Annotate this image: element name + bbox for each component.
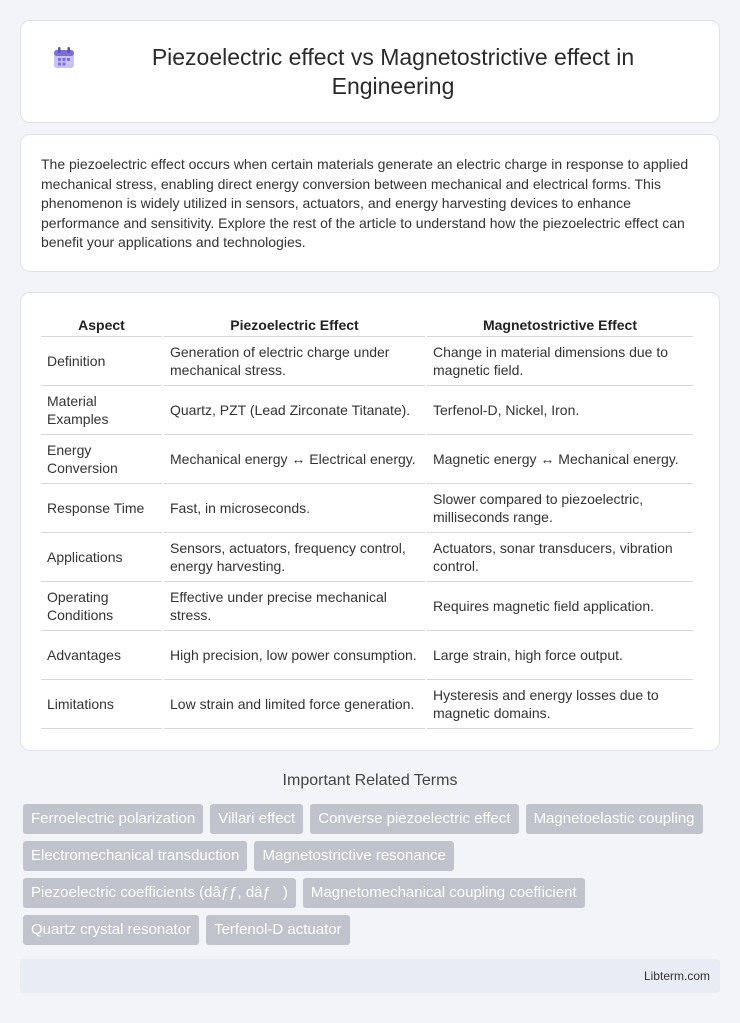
magnetostrictive-cell: Large strain, high force output. [427, 631, 693, 680]
table-header-row [41, 315, 693, 337]
aspect-cell: Advantages [41, 631, 162, 680]
aspect-cell: Limitations [41, 680, 162, 729]
table-row [41, 631, 693, 680]
title-card [20, 20, 720, 123]
related-terms-list [23, 804, 703, 945]
aspect-cell: Definition [41, 337, 162, 386]
related-term-tag[interactable]: Terfenol-D actuator [206, 915, 350, 945]
related-term-tag[interactable]: Electromechanical transduction [23, 841, 247, 871]
column-header-piezoelectric: Piezoelectric Effect [164, 315, 425, 337]
comparison-table [39, 315, 695, 729]
title-row [21, 21, 719, 122]
magnetostrictive-cell: Change in material dimensions due to magnetic field. [427, 337, 693, 386]
piezoelectric-cell: Low strain and limited force generation. [164, 680, 425, 729]
piezoelectric-cell: Sensors, actuators, frequency control, energy harvesting. [164, 533, 425, 582]
column-header-aspect: Aspect [41, 315, 162, 337]
intro-paragraph: The piezoelectric effect occurs when certain materials generate an electric charge in response to applied mechanical stress, enabling direct energy conversion between mechanical and electrical forms. This phenomenon is widely utilized in sensors, actuators, and energy harvesting devices to enhance performance and sensitivity. Explore the rest of the article to understand how the piezoelectric effect can benefit your applications and technologies. [41, 156, 689, 251]
column-header-magnetostrictive: Magnetostrictive Effect [427, 315, 693, 337]
table-row [41, 680, 693, 729]
table-row [41, 386, 693, 435]
related-term-tag[interactable]: Converse piezoelectric effect [310, 804, 518, 834]
related-term-tag[interactable]: Ferroelectric polarization [23, 804, 203, 834]
magnetostrictive-cell: Actuators, sonar transducers, vibration control. [427, 533, 693, 582]
magnetostrictive-cell: Magnetic energy ↔ Mechanical energy. [427, 435, 693, 484]
table-row [41, 484, 693, 533]
page-title: Piezoelectric effect vs Magnetostrictive effect in Engineering [151, 43, 635, 99]
piezoelectric-cell: Generation of electric charge under mechanical stress. [164, 337, 425, 386]
related-term-tag[interactable]: Magnetostrictive resonance [254, 841, 453, 871]
magnetostrictive-cell: Terfenol-D, Nickel, Iron. [427, 386, 693, 435]
table-row [41, 435, 693, 484]
magnetostrictive-cell: Slower compared to piezoelectric, milliseconds range. [427, 484, 693, 533]
calendar-icon [51, 45, 77, 71]
piezoelectric-cell: Effective under precise mechanical stress. [164, 582, 425, 631]
piezoelectric-cell: Fast, in microseconds. [164, 484, 425, 533]
aspect-cell: Energy Conversion [41, 435, 162, 484]
aspect-cell: Response Time [41, 484, 162, 533]
footer-bar [20, 959, 720, 993]
magnetostrictive-cell: Requires magnetic field application. [427, 582, 693, 631]
piezoelectric-cell: Quartz, PZT (Lead Zirconate Titanate). [164, 386, 425, 435]
comparison-table-card [20, 292, 720, 751]
intro-card [20, 134, 720, 272]
related-term-tag[interactable]: Quartz crystal resonator [23, 915, 199, 945]
piezoelectric-cell: High precision, low power consumption. [164, 631, 425, 680]
aspect-cell: Applications [41, 533, 162, 582]
magnetostrictive-cell: Hysteresis and energy losses due to magnetic domains. [427, 680, 693, 729]
footer-brand-link[interactable]: Libterm.com [643, 969, 710, 983]
piezoelectric-cell: Mechanical energy ↔ Electrical energy. [164, 435, 425, 484]
aspect-cell: Material Examples [41, 386, 162, 435]
related-term-tag[interactable]: Magnetomechanical coupling coefficient [303, 878, 585, 908]
related-terms-heading: Important Related Terms [282, 772, 458, 789]
aspect-cell: Operating Conditions [41, 582, 162, 631]
related-term-tag[interactable]: Villari effect [210, 804, 303, 834]
related-term-tag[interactable]: Magnetoelastic coupling [526, 804, 703, 834]
table-row [41, 337, 693, 386]
table-row [41, 533, 693, 582]
related-term-tag[interactable]: Piezoelectric coefficients (dâƒƒ, dâƒ) [23, 878, 296, 908]
table-row [41, 582, 693, 631]
